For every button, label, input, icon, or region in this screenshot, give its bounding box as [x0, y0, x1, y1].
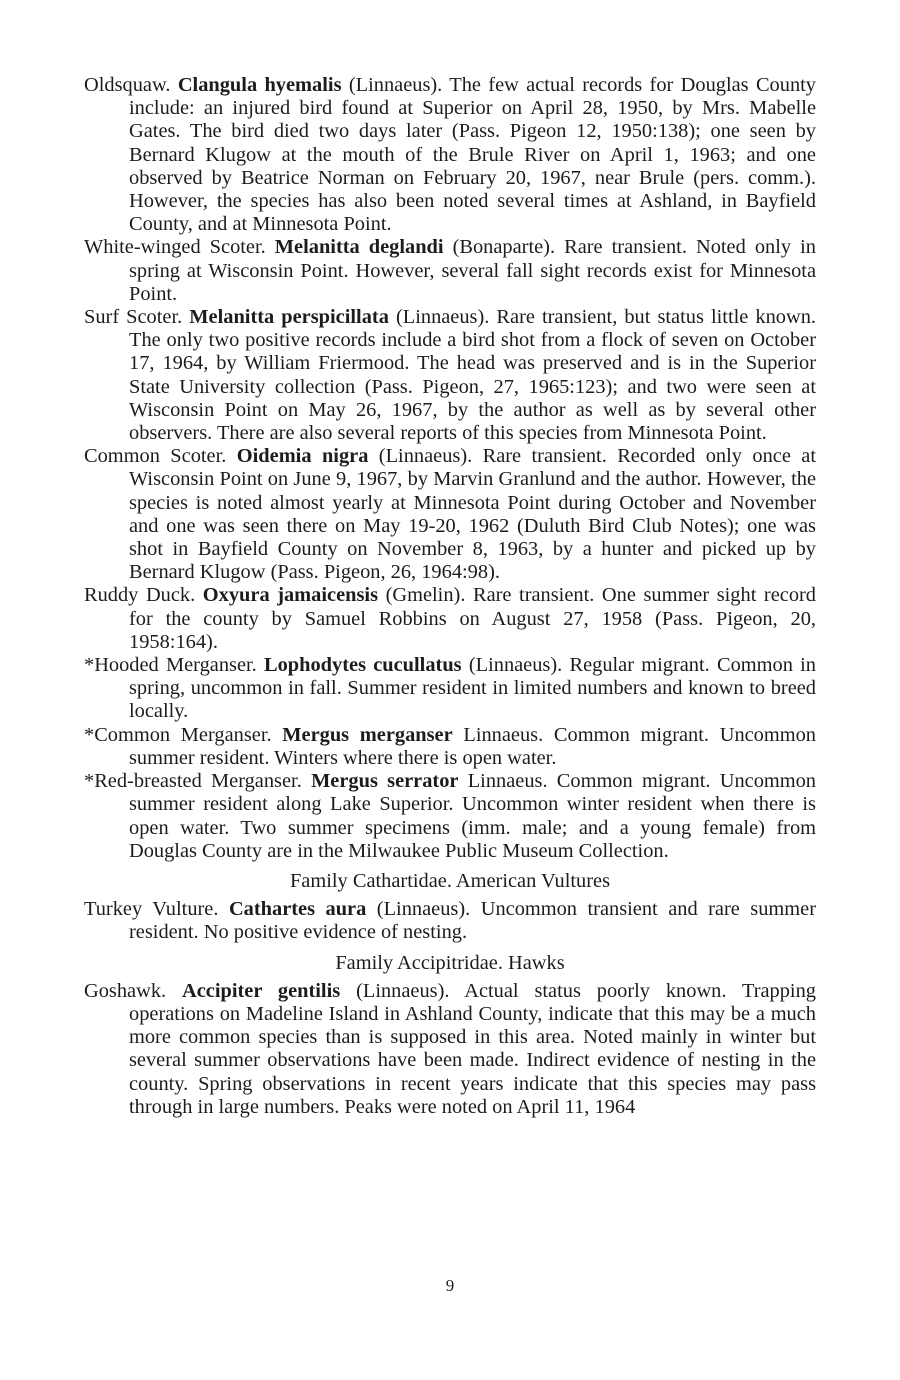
entry-text: (Linnaeus). Rare transient. Recorded only once at Wisconsin Point on June 9, 1967, by Marvin Granlund and the author. However, the species is noted almost yearly at Minnesota Point during October and November and one was seen there on May 19-20, 1962 (Duluth Bird Club Notes); one was shot in Bayfield County on November 8, 1963, by a hunter and picked up by Bernard Klugow (Pass. Pigeon, 26, 1964:98). — [129, 445, 816, 584]
common-name: Ruddy Duck. — [84, 584, 196, 607]
common-name: Turkey Vulture. — [84, 898, 219, 921]
page-number: 9 — [445, 1276, 455, 1295]
entry-text: (Linnaeus). The few actual records for Douglas County include: an injured bird found at Superior on April 28, 1950, by Mrs. Mabelle Gates. The bird died two days later (Pass. Pigeon 12, 1950:138); one seen by Bernard Klugow at the mouth of the Brule River on April 1, 1963; and one observed by Beatrice Norman on February 20, 1967, near Brule (pers. comm.). However, the species has also been noted several times at Ashland, in Bayfield County, and at Minnesota Point. — [129, 74, 816, 236]
common-name: Surf Scoter. — [84, 306, 183, 329]
scientific-name: Mergus serrator — [311, 770, 459, 793]
scientific-name: Oxyura jamaicensis — [202, 584, 379, 607]
species-entry-white-winged-scoter — [84, 236, 816, 306]
species-entry-ruddy-duck — [84, 584, 816, 654]
scientific-name: Lophodytes cucullatus — [264, 654, 462, 677]
common-name: *Common Merganser. — [84, 723, 272, 746]
entry-text: Linnaeus. Common migrant. Uncommon summer resident. Winters where there is open water. — [129, 723, 816, 769]
scientific-name: Oidemia nigra — [236, 445, 369, 468]
common-name: *Red-breasted Merganser. — [84, 770, 302, 793]
scientific-name: Accipiter gentilis — [182, 979, 341, 1002]
page-body — [84, 74, 816, 1119]
entry-text: (Linnaeus). Uncommon transient and rare summer resident. No positive evidence of nesting. — [129, 898, 816, 944]
species-entry-turkey-vulture — [84, 898, 816, 944]
species-entry-oldsquaw — [84, 74, 816, 236]
species-entry-common-scoter — [84, 445, 816, 584]
scientific-name: Melanitta deglandi — [274, 236, 444, 259]
species-entry-goshawk — [84, 980, 816, 1119]
scientific-name: Cathartes aura — [228, 898, 367, 921]
family-heading-cathartidae: Family Cathartidae. American Vultures — [289, 869, 611, 892]
entry-text: (Linnaeus). Regular migrant. Common in spring, uncommon in fall. Summer resident in limited numbers and known to breed locally. — [129, 654, 816, 723]
species-entry-common-merganser — [84, 724, 816, 770]
common-name: Common Scoter. — [84, 445, 227, 468]
common-name: White-winged Scoter. — [84, 236, 266, 259]
entry-text: Linnaeus. Common migrant. Uncommon summer resident along Lake Superior. Uncommon winter resident when there is open water. Two summer specimens (imm. male; and a young female) from Douglas County are in the Milwaukee Public Museum Collection. — [129, 770, 816, 862]
species-entry-red-breasted-merganser — [84, 770, 816, 863]
common-name: Goshawk. — [84, 979, 167, 1002]
species-entry-hooded-merganser — [84, 654, 816, 724]
common-name: Oldsquaw. — [84, 74, 171, 96]
entry-text: (Linnaeus). Rare transient, but status little known. The only two positive records include a bird shot from a flock of seven on October 17, 1964, by William Friermood. The head was preserved and is in the Superior State University collection (Pass. Pigeon, 27, 1965:123); and two were seen at Wisconsin Point on May 26, 1967, by the author as well as by several other observers. There are also several reports of this species from Minnesota Point. — [129, 306, 816, 445]
entry-text: (Bonaparte). Rare transient. Noted only in spring at Wisconsin Point. However, several fall sight records exist for Minnesota Point. — [129, 236, 816, 305]
scientific-name: Mergus merganser — [282, 723, 453, 746]
entry-text: (Linnaeus). Actual status poorly known. Trapping operations on Madeline Island in Ashland County, indicate that this may be a much more common species than is supposed in this area. Noted mainly in winter but several summer observations have been made. Indirect evidence of nesting in the county. Spring observations in recent years indicate that this species may pass through in large numbers. Peaks were noted on April 11, 1964 — [129, 979, 816, 1118]
common-name: *Hooded Merganser. — [84, 654, 257, 677]
scientific-name: Melanitta perspicillata — [189, 306, 389, 329]
entry-text: (Gmelin). Rare transient. One summer sight record for the county by Samuel Robbins on August 27, 1958 (Pass. Pigeon, 20, 1958:164). — [129, 584, 817, 653]
scientific-name: Clangula hyemalis — [177, 74, 342, 96]
family-heading-accipitridae: Family Accipitridae. Hawks — [335, 951, 565, 974]
species-entry-surf-scoter — [84, 306, 816, 445]
